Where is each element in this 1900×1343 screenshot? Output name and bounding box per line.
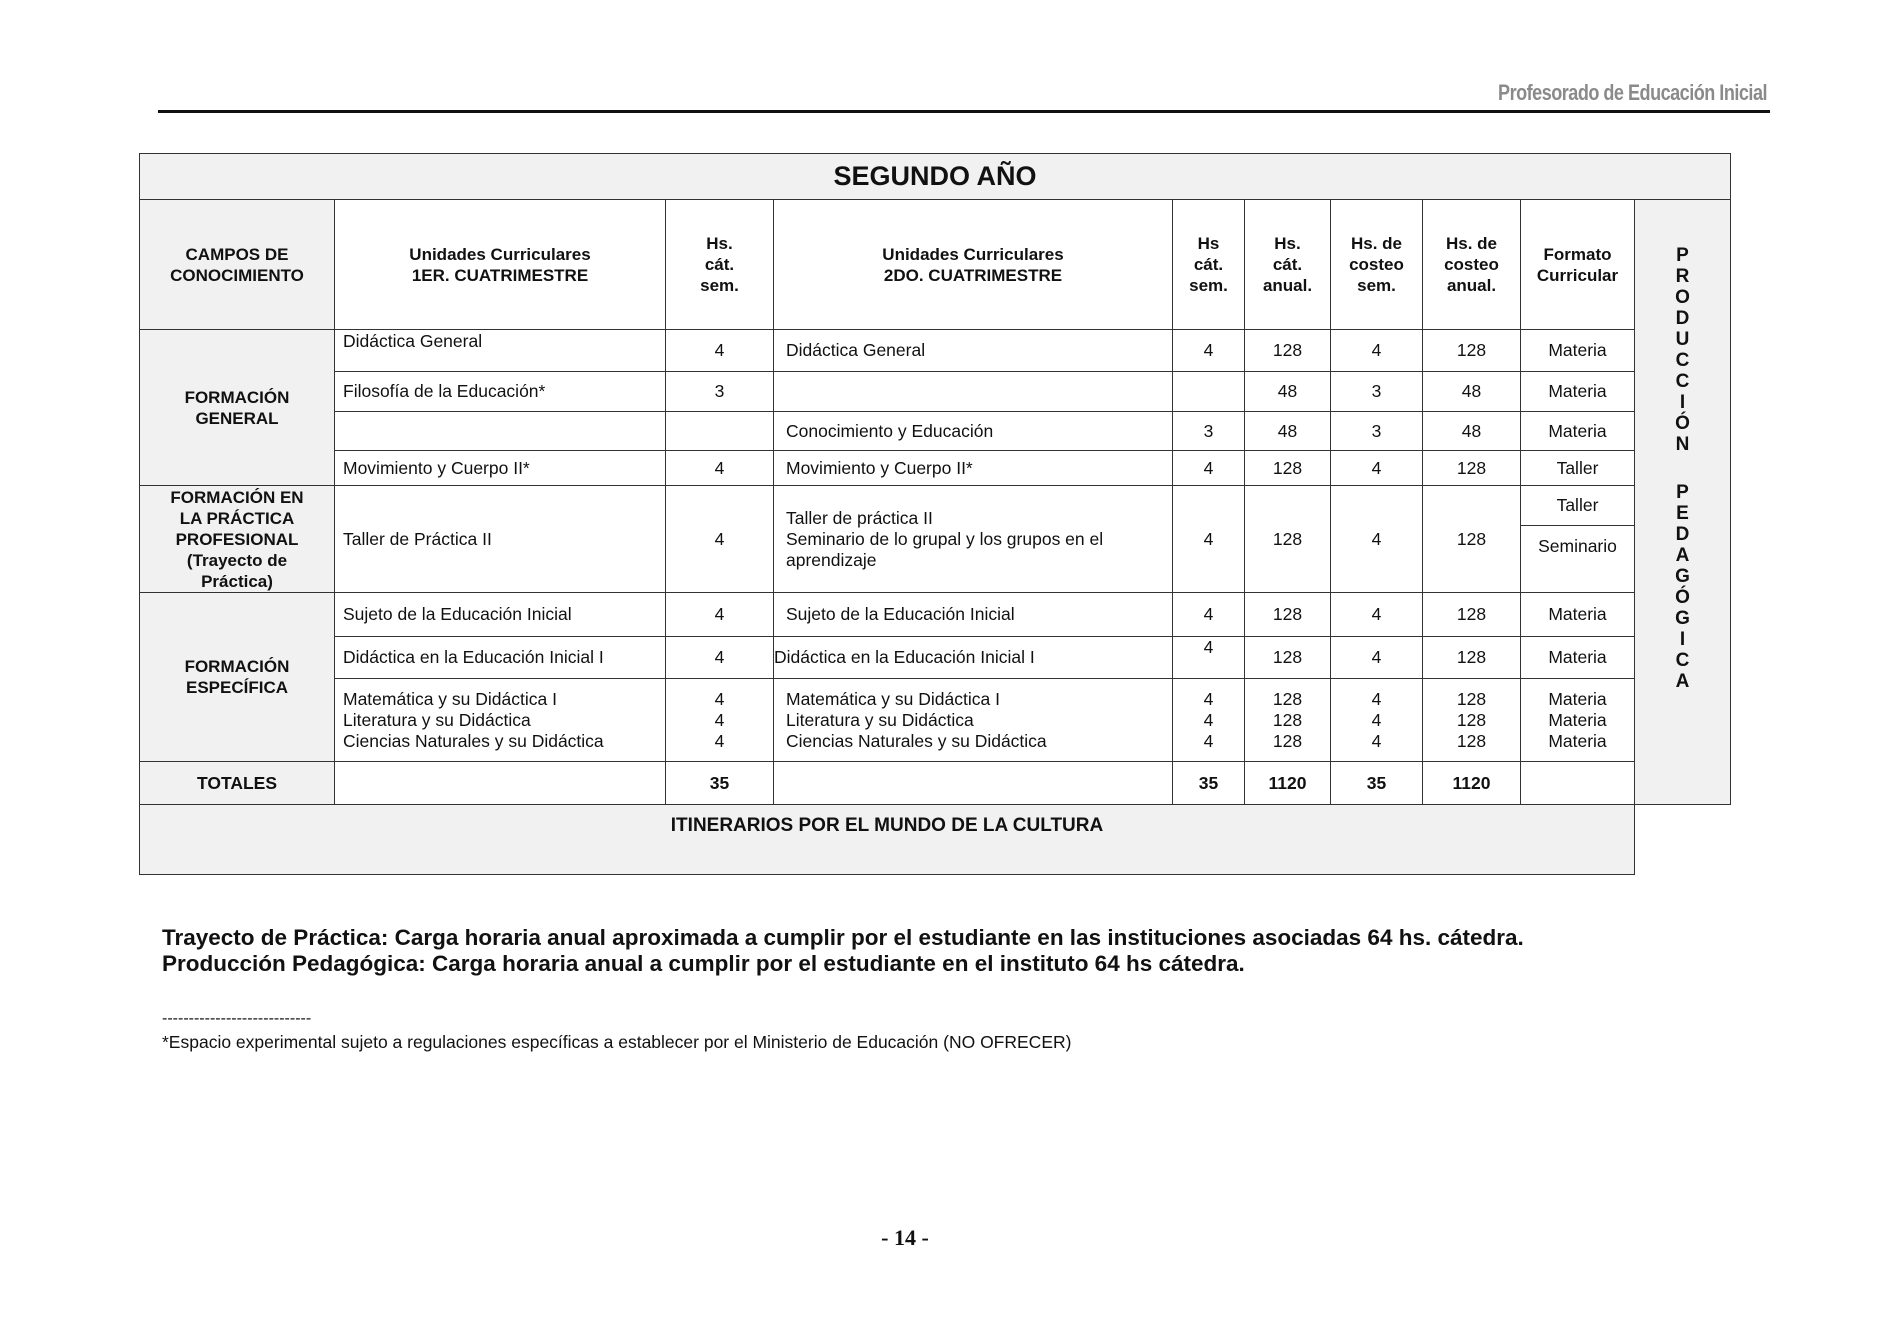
- side-letter: D: [1675, 524, 1690, 545]
- group-formacion-general: [140, 330, 335, 486]
- formato-line: Materia: [1548, 709, 1607, 730]
- cell-hs1: 4: [666, 451, 774, 486]
- side-letter: I: [1679, 392, 1686, 413]
- cell-formato-seminario: Seminario: [1521, 526, 1635, 593]
- col-header-uc2: [774, 200, 1173, 330]
- totals-costeo-anual: 1120: [1423, 762, 1521, 805]
- group-formacion-especifica: [140, 593, 335, 762]
- cell-costeo-anual: 128: [1423, 637, 1521, 679]
- side-letter: G: [1675, 608, 1690, 629]
- cell-anual: 128: [1245, 486, 1331, 593]
- side-letter: P: [1676, 245, 1689, 266]
- side-letter: E: [1676, 503, 1689, 524]
- cell-hs2: 4: [1173, 451, 1245, 486]
- cell-anual: 128: [1245, 637, 1331, 679]
- col-header-costeo-sem-line2: costeo: [1349, 255, 1404, 274]
- cell-formato: Materia: [1521, 593, 1635, 637]
- side-letter: Ó: [1675, 413, 1690, 434]
- cell-costeo-sem: 4: [1331, 451, 1423, 486]
- side-letter: Ó: [1675, 587, 1690, 608]
- cell-hs1: 4: [666, 637, 774, 679]
- table-row: [140, 372, 1731, 412]
- side-letter: G: [1675, 566, 1690, 587]
- table-row: [140, 637, 1731, 679]
- side-letter: P: [1676, 482, 1689, 503]
- cell-costeo-sem: 4: [1331, 486, 1423, 593]
- side-letter: I: [1679, 629, 1686, 650]
- cell-uc1: Filosofía de la Educación*: [335, 372, 666, 412]
- page-number: - 14 -: [881, 1225, 929, 1250]
- col-header-formato: [1521, 200, 1635, 330]
- totals-uc1-empty: [335, 762, 666, 805]
- totals-anual: 1120: [1245, 762, 1331, 805]
- note-produccion-pedagogica: Producción Pedagógica: Carga horaria anual a cumplir por el estudiante en el instituto 64 hs cátedra.: [162, 951, 1245, 976]
- footnote-separator: ----------------------------: [162, 1010, 312, 1027]
- cell-formato: Materia: [1521, 330, 1635, 372]
- cell-costeo-anual: [1423, 679, 1521, 762]
- formato-line: Materia: [1548, 730, 1607, 751]
- cell-uc2: Conocimiento y Educación: [774, 412, 1173, 451]
- cell-hs2: 4: [1173, 330, 1245, 372]
- cell-uc1: Didáctica General: [335, 330, 666, 372]
- hs1-line: 4: [714, 688, 725, 709]
- uc2-line: Taller de práctica II: [786, 507, 933, 528]
- table-row: [140, 593, 1731, 637]
- side-letter: O: [1675, 287, 1690, 308]
- totals-formato-empty: [1521, 762, 1635, 805]
- hs1-line: 4: [714, 709, 725, 730]
- cell-anual: [1245, 679, 1331, 762]
- costeo-sem-line: 4: [1371, 709, 1382, 730]
- cell-costeo-anual: 48: [1423, 412, 1521, 451]
- col-header-anual-line2: cát.: [1272, 255, 1303, 274]
- cell-anual: 128: [1245, 451, 1331, 486]
- table-row: [140, 486, 1731, 526]
- uc2-line: Matemática y su Didáctica I: [786, 688, 1000, 709]
- side-letter: A: [1675, 545, 1690, 566]
- costeo-sem-line: 4: [1371, 730, 1382, 751]
- cell-formato: [1521, 679, 1635, 762]
- side-letter: C: [1675, 350, 1690, 371]
- col-header-anual-line1: Hs.: [1274, 234, 1301, 253]
- anual-line: 128: [1272, 688, 1303, 709]
- table-row: [140, 330, 1731, 372]
- cell-hs1: [666, 679, 774, 762]
- col-header-hs1: [666, 200, 774, 330]
- cell-costeo-sem: 4: [1331, 593, 1423, 637]
- col-header-hs1-line3: sem.: [700, 276, 739, 295]
- col-header-anual: [1245, 200, 1331, 330]
- col-header-costeo-anual-line2: costeo: [1444, 255, 1499, 274]
- cell-costeo-anual: 128: [1423, 593, 1521, 637]
- cell-uc1: Didáctica en la Educación Inicial I: [335, 637, 666, 679]
- cell-hs2: [1173, 372, 1245, 412]
- group-label-line: Práctica): [201, 571, 273, 591]
- curriculum-table: [139, 153, 1731, 875]
- group-label-line: FORMACIÓN: [184, 387, 290, 407]
- side-letter: U: [1675, 329, 1690, 350]
- side-letter: C: [1675, 371, 1690, 392]
- cell-formato: Materia: [1521, 637, 1635, 679]
- col-header-costeo-anual-line3: anual.: [1446, 276, 1497, 295]
- cell-hs2: [1173, 679, 1245, 762]
- produccion-pedagogica-label: [1635, 200, 1731, 805]
- col-header-costeo-sem-line1: Hs. de: [1350, 234, 1403, 253]
- uc1-line: Matemática y su Didáctica I: [343, 688, 557, 709]
- uc2-line: Ciencias Naturales y su Didáctica: [786, 730, 1047, 751]
- cell-costeo-anual: 48: [1423, 372, 1521, 412]
- cell-hs1: 4: [666, 330, 774, 372]
- header-rule: [158, 110, 1770, 113]
- cell-hs2: 4: [1173, 637, 1245, 679]
- costeo-anual-line: 128: [1456, 688, 1487, 709]
- cell-formato: Materia: [1521, 372, 1635, 412]
- uc2-line: aprendizaje: [786, 549, 877, 570]
- col-header-hs1-line1: Hs.: [706, 234, 733, 253]
- cell-anual: 128: [1245, 593, 1331, 637]
- cell-uc1: Sujeto de la Educación Inicial: [335, 593, 666, 637]
- cell-costeo-sem: [1331, 679, 1423, 762]
- hs2-line: 4: [1203, 730, 1214, 751]
- cell-costeo-sem: 4: [1331, 637, 1423, 679]
- cell-anual: 48: [1245, 412, 1331, 451]
- cell-hs2: 4: [1173, 593, 1245, 637]
- col-header-anual-line3: anual.: [1262, 276, 1313, 295]
- cell-uc1: Taller de Práctica II: [335, 486, 666, 593]
- cell-hs1: 4: [666, 593, 774, 637]
- group-label-line: PROFESIONAL: [175, 529, 299, 549]
- col-header-formato-line1: Formato: [1543, 244, 1612, 264]
- uc1-line: Ciencias Naturales y su Didáctica: [343, 730, 604, 751]
- col-header-costeo-sem-line3: sem.: [1357, 276, 1396, 295]
- side-letter: C: [1675, 650, 1690, 671]
- totals-label: TOTALES: [140, 762, 335, 805]
- anual-line: 128: [1272, 709, 1303, 730]
- col-header-uc1: [335, 200, 666, 330]
- costeo-anual-line: 128: [1456, 730, 1487, 751]
- totals-hs1: 35: [666, 762, 774, 805]
- table-title: SEGUNDO AÑO: [140, 154, 1731, 200]
- col-header-hs2-line2: cát.: [1193, 255, 1224, 274]
- group-label-line: FORMACIÓN: [184, 657, 290, 676]
- side-letter: A: [1675, 671, 1690, 692]
- cell-anual: 128: [1245, 330, 1331, 372]
- cell-uc2: [774, 679, 1173, 762]
- cell-costeo-sem: 4: [1331, 330, 1423, 372]
- cell-hs2: 3: [1173, 412, 1245, 451]
- cell-formato: Materia: [1521, 412, 1635, 451]
- cell-anual: 48: [1245, 372, 1331, 412]
- anual-line: 128: [1272, 730, 1303, 751]
- table-row: [140, 451, 1731, 486]
- totals-uc2-empty: [774, 762, 1173, 805]
- hs2-line: 4: [1203, 688, 1214, 709]
- cell-formato-taller: Taller: [1521, 486, 1635, 526]
- cell-uc1: [335, 679, 666, 762]
- col-header-uc1-line1: Unidades Curriculares: [409, 244, 591, 264]
- col-header-hs1-line2: cát.: [704, 255, 735, 274]
- col-header-costeo-anual-line1: Hs. de: [1445, 234, 1498, 253]
- cell-uc2: Didáctica en la Educación Inicial I: [774, 637, 1173, 679]
- cell-uc2: Didáctica General: [774, 330, 1173, 372]
- col-header-formato-line2: Curricular: [1536, 265, 1619, 285]
- cell-costeo-anual: 128: [1423, 330, 1521, 372]
- uc2-line: Literatura y su Didáctica: [786, 709, 974, 730]
- col-header-uc2-line2: 2DO. CUATRIMESTRE: [883, 265, 1063, 285]
- cell-hs2: 4: [1173, 486, 1245, 593]
- side-letter: D: [1675, 308, 1690, 329]
- cell-costeo-anual: 128: [1423, 486, 1521, 593]
- col-header-uc1-line2: 1ER. CUATRIMESTRE: [411, 265, 589, 285]
- group-label-line: LA PRÁCTICA: [179, 508, 295, 528]
- note-trayecto-practica: Trayecto de Práctica: Carga horaria anual aproximada a cumplir por el estudiante en las instituciones asociadas 64 hs. cátedra.: [162, 925, 1524, 950]
- col-header-hs2-line3: sem.: [1189, 276, 1228, 295]
- document-header-title: Profesorado de Educación Inicial: [1498, 80, 1767, 105]
- group-label-line: ESPECÍFICA: [185, 678, 289, 697]
- cell-hs1: [666, 412, 774, 451]
- side-gap: [1643, 455, 1722, 482]
- itinerarios-row: ITINERARIOS POR EL MUNDO DE LA CULTURA: [140, 805, 1635, 875]
- cell-hs1: 4: [666, 486, 774, 593]
- totals-hs2: 35: [1173, 762, 1245, 805]
- table-row: [140, 412, 1731, 451]
- col-header-hs2-line1: Hs: [1197, 234, 1220, 253]
- uc2-line: Seminario de lo grupal y los grupos en el: [786, 528, 1104, 549]
- cell-uc2: [774, 486, 1173, 593]
- group-label-line: FORMACIÓN EN: [170, 487, 304, 507]
- col-header-uc2-line1: Unidades Curriculares: [882, 244, 1064, 264]
- group-formacion-practica: [140, 486, 335, 593]
- totals-costeo-sem: 35: [1331, 762, 1423, 805]
- group-label-line: (Trayecto de: [186, 550, 288, 570]
- cell-uc2: [774, 372, 1173, 412]
- cell-uc2: Sujeto de la Educación Inicial: [774, 593, 1173, 637]
- cell-uc1: Movimiento y Cuerpo II*: [335, 451, 666, 486]
- col-header-costeo-anual: [1423, 200, 1521, 330]
- cell-costeo-anual: 128: [1423, 451, 1521, 486]
- costeo-anual-line: 128: [1456, 709, 1487, 730]
- cell-hs1: 3: [666, 372, 774, 412]
- cell-costeo-sem: 3: [1331, 372, 1423, 412]
- costeo-sem-line: 4: [1371, 688, 1382, 709]
- col-header-costeo-sem: [1331, 200, 1423, 330]
- group-label-line: GENERAL: [195, 408, 279, 428]
- side-letter: N: [1675, 434, 1690, 455]
- footnote-text: *Espacio experimental sujeto a regulaciones específicas a establecer por el Ministerio de Educación (NO OFRECER): [162, 1032, 1072, 1052]
- cell-uc1: [335, 412, 666, 451]
- col-header-campos: CAMPOS DE CONOCIMIENTO: [140, 200, 335, 330]
- uc1-line: Literatura y su Didáctica: [343, 709, 531, 730]
- side-letter: R: [1675, 266, 1690, 287]
- cell-costeo-sem: 3: [1331, 412, 1423, 451]
- totals-row: [140, 762, 1731, 805]
- hs2-line: 4: [1203, 709, 1214, 730]
- cell-uc2: Movimiento y Cuerpo II*: [774, 451, 1173, 486]
- hs1-line: 4: [714, 730, 725, 751]
- cell-formato: Taller: [1521, 451, 1635, 486]
- table-row: [140, 679, 1731, 762]
- formato-line: Materia: [1548, 688, 1607, 709]
- col-header-hs2: [1173, 200, 1245, 330]
